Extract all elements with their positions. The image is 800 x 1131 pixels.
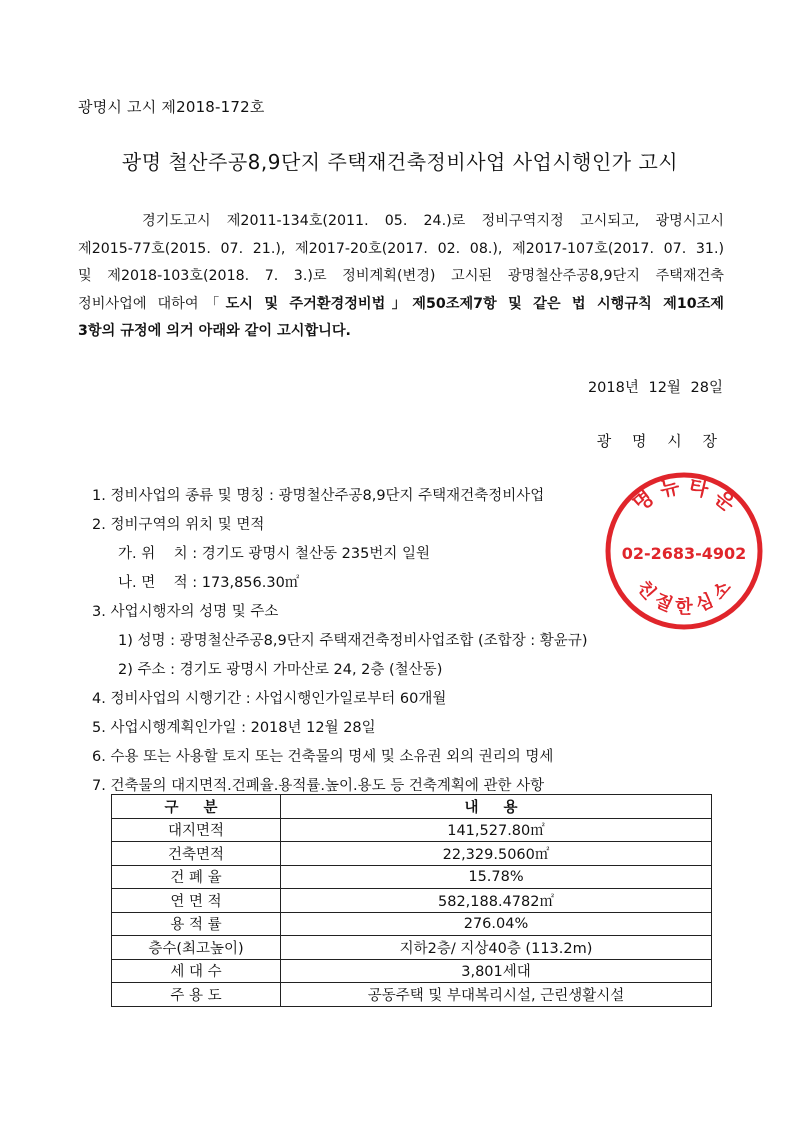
table-cell-label: 주 용 도 [112,983,281,1007]
item-2-location: 가. 위 치 : 경기도 광명시 철산동 235번지 일원 [118,546,430,562]
table-cell-label: 층수(최고높이) [112,936,281,960]
signatory: 광 명 시 장 [596,432,725,450]
table-cell-value: 22,329.5060㎡ [281,842,712,866]
item-2: 2. 정비구역의 위치 및 면적 [92,517,265,533]
table-cell-label: 건 폐 율 [112,865,281,889]
table-row [112,936,712,960]
notice-date: 2018년 12월 28일 [587,380,723,396]
table-row [112,912,712,936]
table-header-row [112,795,712,819]
item-3: 3. 사업시행자의 성명 및 주소 [92,604,279,620]
table-row [112,842,712,866]
page-title: 광명 철산주공8,9단지 주택재건축정비사업 사업시행인가 고시 [121,150,679,174]
table-row [112,865,712,889]
item-7: 7. 건축물의 대지면적.건폐율.용적률.높이.용도 등 건축계획에 관한 사항 [92,778,545,794]
item-1: 1. 정비사업의 종류 및 명칭 : 광명철산주공8,9단지 주택재건축정비사업 [92,488,545,504]
notice-body [78,208,724,346]
notice-number: 광명시 고시 제2018-172호 [78,98,265,116]
body-line-4 [78,291,724,319]
table-cell-label: 세 대 수 [112,959,281,983]
stamp-bottom-textpath: 친 절 한 심 소 [632,576,736,618]
table-header-value: 내 용 [281,795,712,819]
table-cell-value: 15.78% [281,865,712,889]
table-row [112,818,712,842]
table-cell-value: 공동주택 및 부대복리시설, 근린생활시설 [281,983,712,1007]
stamp-phone: 02-2683-4902 [621,544,747,563]
stamp-top-textpath: 명 뉴 타 운 [628,473,740,516]
item-6: 6. 수용 또는 사용할 토지 또는 건축물의 명세 및 소유권 외의 권리의 명세 [92,749,554,765]
table-cell-value: 582,188.4782㎡ [281,889,712,913]
body-line-3: 및 제2018-103호(2018. 7. 3.)로 정비계획(변경) 고시된 광명철산주공8,9단지 주택재건축 [78,268,724,284]
item-2-area: 나. 면 적 : 173,856.30㎡ [118,575,300,591]
table-cell-label: 대지면적 [112,818,281,842]
item-5: 5. 사업시행계획인가일 : 2018년 12월 28일 [92,720,376,736]
table-cell-label: 건축면적 [112,842,281,866]
table-cell-value: 지하2층/ 지상40층 (113.2m) [281,936,712,960]
table-cell-label: 용 적 률 [112,912,281,936]
building-plan-table [111,794,712,1007]
item-4: 4. 정비사업의 시행기간 : 사업시행인가일로부터 60개월 [92,691,447,707]
body-line-1: 경기도고시 제2011-134호(2011. 05. 24.)로 정비구역지정 고시되고, 광명시고시 [142,213,724,229]
table-row [112,889,712,913]
item-3-name: 1) 성명 : 광명철산주공8,9단지 주택재건축정비사업조합 (조합장 : 황윤규) [118,633,588,649]
table-row [112,959,712,983]
body-line-2: 제2015-77호(2015. 07. 21.), 제2017-20호(2017. 02. 08.), 제2017-107호(2017. 07. 31.) [78,240,724,257]
body-line-4-bold: 도시 및 주거환경정비법」제50조제7항 및 같은 법 시행규칙 제10조제 [225,295,724,312]
table-cell-value: 141,527.80㎡ [281,818,712,842]
body-line-4-plain: 정비사업에 대하여「 [78,295,226,312]
table-row [112,983,712,1007]
table-cell-value: 3,801세대 [281,959,712,983]
watermark-stamp [604,471,764,631]
body-line-5: 3항의 규정에 의거 아래와 같이 고시합니다. [78,323,351,339]
item-3-address: 2) 주소 : 경기도 광명시 가마산로 24, 2층 (철산동) [118,662,443,678]
table-cell-value: 276.04% [281,912,712,936]
table-header-label: 구 분 [112,795,281,819]
table-cell-label: 연 면 적 [112,889,281,913]
